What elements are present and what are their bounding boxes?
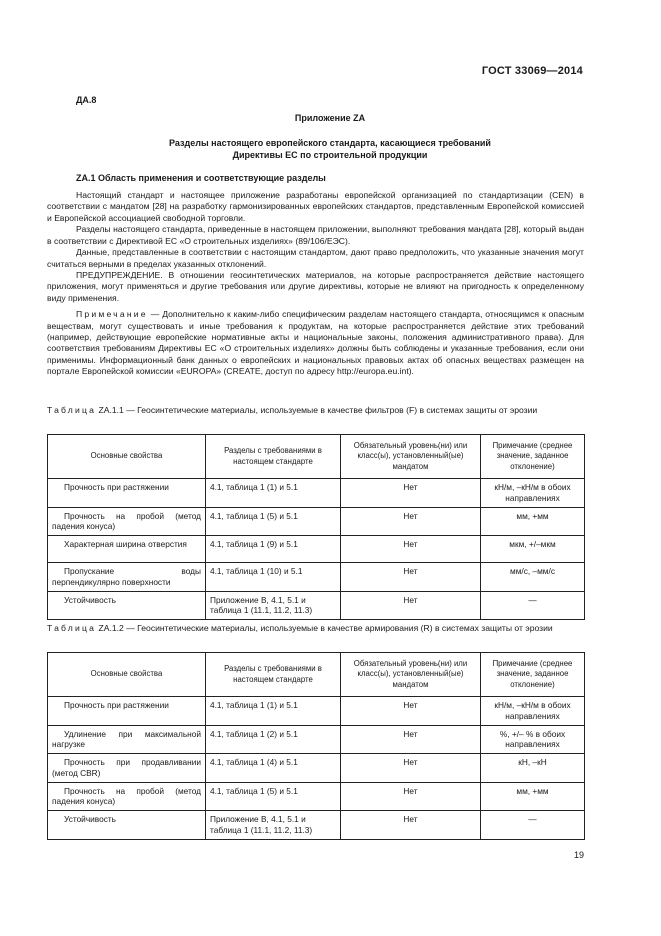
table-cell: мкм, +/–мкм bbox=[481, 536, 585, 563]
table-cell: 4.1, таблица 1 (9) и 5.1 bbox=[206, 536, 341, 563]
table-row bbox=[48, 782, 585, 811]
table-cell: 4.1, таблица 1 (1) и 5.1 bbox=[206, 479, 341, 508]
table-cell: Нет bbox=[341, 782, 481, 811]
table-cell: Приложение В, 4.1, 5.1 и таблица 1 (11.1, 11.2, 11.3) bbox=[206, 811, 341, 840]
table2-caption bbox=[47, 623, 584, 634]
table-row bbox=[48, 591, 585, 620]
note-paragraph bbox=[47, 309, 584, 378]
table-cell: 4.1, таблица 1 (10) и 5.1 bbox=[206, 563, 341, 592]
table-row bbox=[48, 811, 585, 840]
column-header: Разделы с требованиями в настоящем стандарте bbox=[206, 435, 341, 479]
subtitle-line: Директивы ЕС по строительной продукции bbox=[232, 150, 428, 161]
table-za-1-2 bbox=[47, 652, 585, 840]
table-cell: 4.1, таблица 1 (5) и 5.1 bbox=[206, 507, 341, 536]
table1-label: Таблица bbox=[47, 405, 97, 415]
table-cell: Прочность при растяжении bbox=[48, 479, 206, 508]
table-row bbox=[48, 536, 585, 563]
column-header: Обязательный уровень(ни) или класс(ы), установленный(ые) мандатом bbox=[341, 653, 481, 697]
table-cell: Нет bbox=[341, 536, 481, 563]
table-header-row bbox=[48, 435, 585, 479]
body-text bbox=[47, 190, 584, 378]
table-cell: Нет bbox=[341, 754, 481, 783]
table-cell: кН/м, –кН/м в обоих направлениях bbox=[481, 479, 585, 508]
table1-caption-text: ZA.1.1 — Геосинтетические материалы, используемые в качестве фильтров (F) в системах защиты от эрозии bbox=[96, 405, 538, 415]
table-cell: %, +/– % в обоих направлениях bbox=[481, 725, 585, 754]
table-cell: Прочность на пробой (метод падения конуса) bbox=[48, 507, 206, 536]
table-cell: Прочность при продавливании (метод CBR) bbox=[48, 754, 206, 783]
paragraph: Разделы настоящего стандарта, приведенные в настоящем приложении, выполняют требования мандата [28], который выдан в соответствии с Директивой ЕС «О строительных изделиях» (89/106/ЕЭС). bbox=[47, 224, 584, 246]
page-number: 19 bbox=[573, 850, 584, 860]
table-cell: — bbox=[481, 811, 585, 840]
appendix-subtitle bbox=[76, 137, 584, 161]
table-cell: Нет bbox=[341, 479, 481, 508]
table-cell: 4.1, таблица 1 (1) и 5.1 bbox=[206, 697, 341, 726]
table-cell: Устойчивость bbox=[48, 591, 206, 620]
table-cell: кН, –кН bbox=[481, 754, 585, 783]
table-row bbox=[48, 725, 585, 754]
subtitle-line: Разделы настоящего европейского стандарта, касающиеся требований bbox=[169, 138, 491, 148]
table-cell: мм/с, –мм/с bbox=[481, 563, 585, 592]
table-cell: Устойчивость bbox=[48, 811, 206, 840]
paragraph: ПРЕДУПРЕЖДЕНИЕ. В отношении геосинтетических материалов, на которые распространяется действие настоящего приложения, могут применяться и другие требования или другие директивы, которые не влияют на пригодность к определенному виду применения. bbox=[47, 269, 584, 303]
table-cell: Нет bbox=[341, 811, 481, 840]
table1-caption bbox=[47, 405, 584, 416]
table-cell: 4.1, таблица 1 (5) и 5.1 bbox=[206, 782, 341, 811]
table-cell: кН/м, –кН/м в обоих направлениях bbox=[481, 697, 585, 726]
note-text: — Дополнительно к каким-либо специфическим разделам настоящего стандарта, относящимся к опасным веществам, могут существовать и иные требования к продуктам, на которые распространяется действие этих требований (например, действующие европейские нормативные акты и национальные законы, положения административного права). Для соответствия требованиям Директивы ЕС «О строительных изделиях» должны быть соблюдены и указанные требования, если они применимы. Информационный банк данных о европейских и национальных правовых актах об опасных веществах размещен на портале Европейской комиссии «EUROPA» (CREATE, доступ по адресу http://europa.eu.int). bbox=[47, 309, 584, 377]
table-cell: мм, +мм bbox=[481, 507, 585, 536]
table-cell: — bbox=[481, 591, 585, 620]
appendix-title: Приложение ZA bbox=[294, 113, 366, 123]
table-za-1-1 bbox=[47, 434, 585, 620]
table2-label: Таблица bbox=[47, 623, 97, 633]
table-cell: Прочность при растяжении bbox=[48, 697, 206, 726]
column-header: Разделы с требованиями в настоящем стандарте bbox=[206, 653, 341, 697]
section-heading: ZA.1 Область применения и соответствующие разделы bbox=[76, 173, 326, 183]
table-row bbox=[48, 563, 585, 592]
table2-caption-text: ZA.1.2 — Геосинтетические материалы, используемые в качестве армирования (R) в системах защиты от эрозии bbox=[96, 623, 553, 633]
column-header: Обязательный уровень(ни) или класс(ы), установленный(ые) мандатом bbox=[341, 435, 481, 479]
table-header-row bbox=[48, 653, 585, 697]
table-row bbox=[48, 754, 585, 783]
table-cell: Пропускание воды перпендикулярно поверхности bbox=[48, 563, 206, 592]
note-label: Примечание bbox=[76, 309, 148, 320]
column-header: Основные свойства bbox=[48, 653, 206, 697]
table-cell: Нет bbox=[341, 507, 481, 536]
table-row bbox=[48, 697, 585, 726]
table-cell: Нет bbox=[341, 563, 481, 592]
table-cell: Нет bbox=[341, 725, 481, 754]
table-cell: мм, +мм bbox=[481, 782, 585, 811]
table-cell: Нет bbox=[341, 591, 481, 620]
table-cell: Прочность на пробой (метод падения конуса) bbox=[48, 782, 206, 811]
table-row bbox=[48, 479, 585, 508]
column-header: Основные свойства bbox=[48, 435, 206, 479]
table-cell: Нет bbox=[341, 697, 481, 726]
paragraph: Данные, представленные в соответствии с настоящим стандартом, дают право предположить, что указанные значения могут считаться верными в пределах указанных отклонений. bbox=[47, 247, 584, 269]
table-row bbox=[48, 507, 585, 536]
column-header: Примечание (среднее значение, заданное отклонение) bbox=[481, 435, 585, 479]
table-cell: 4.1, таблица 1 (2) и 5.1 bbox=[206, 725, 341, 754]
standard-header: ГОСТ 33069—2014 bbox=[481, 65, 583, 77]
table-cell: Удлинение при максимальной нагрузке bbox=[48, 725, 206, 754]
section-code: ДА.8 bbox=[76, 95, 97, 105]
paragraph: Настоящий стандарт и настоящее приложение разработаны европейской организацией по стандартизации (CEN) в соответствии с мандатом [28] на разработку гармонизированных европейских стандартов, представленным Европейской комиссией и Европейской ассоциацией свободной торговли. bbox=[47, 190, 584, 223]
table-cell: 4.1, таблица 1 (4) и 5.1 bbox=[206, 754, 341, 783]
column-header: Примечание (среднее значение, заданное отклонение) bbox=[481, 653, 585, 697]
table-cell: Характерная ширина отверстия bbox=[48, 536, 206, 563]
table-cell: Приложение В, 4.1, 5.1 и таблица 1 (11.1, 11.2, 11.3) bbox=[206, 591, 341, 620]
